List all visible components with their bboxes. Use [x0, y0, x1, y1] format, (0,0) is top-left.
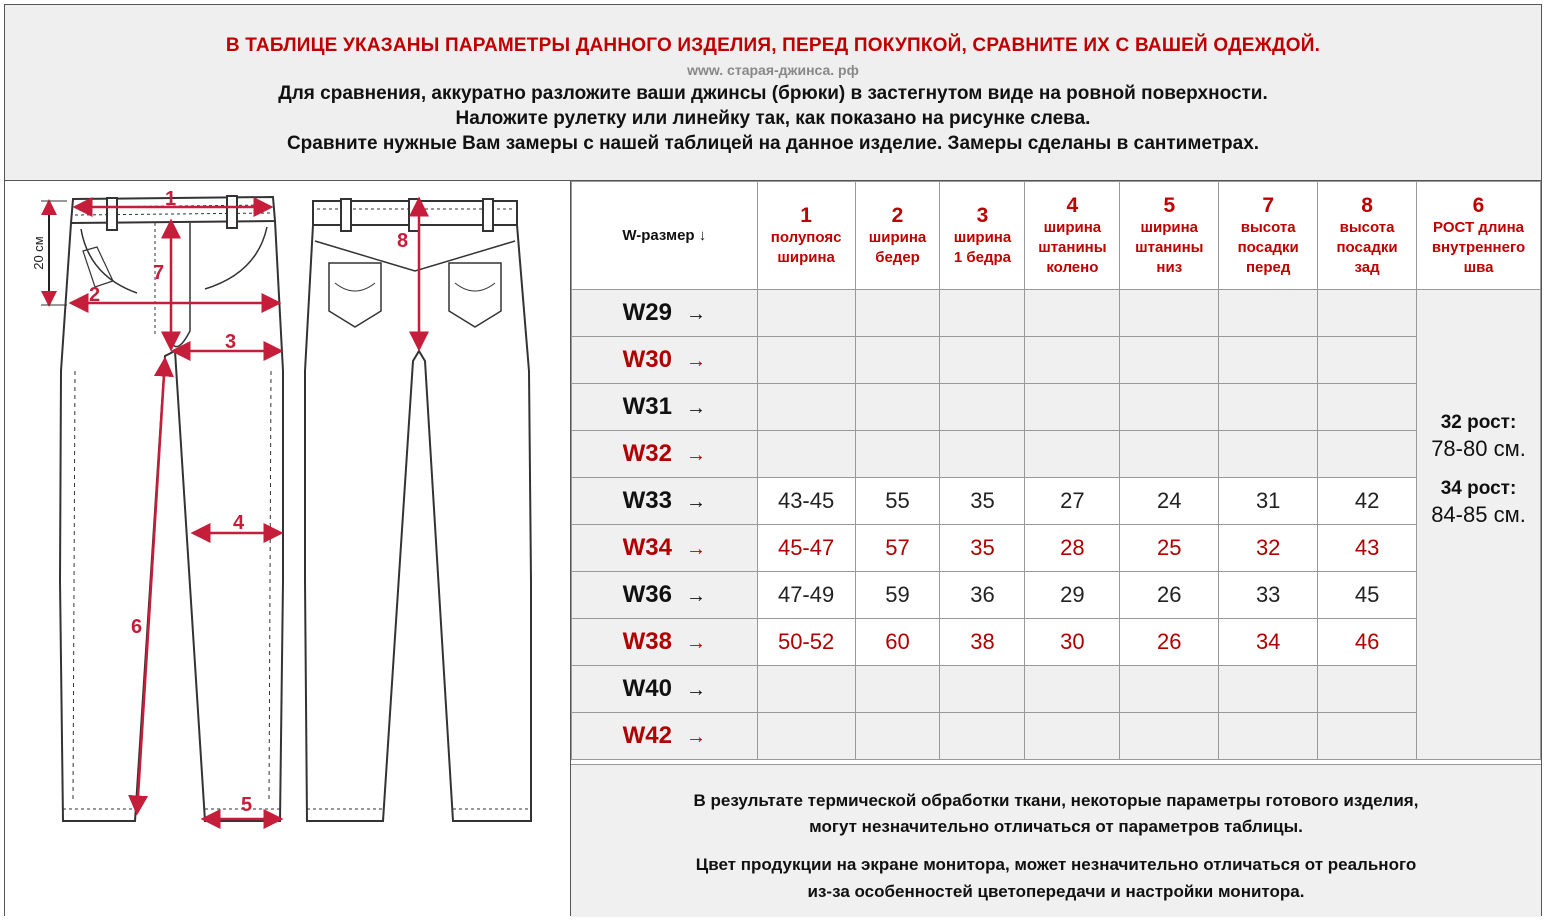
jeans-measurement-drawing	[5, 181, 570, 916]
marker-4: 4	[233, 512, 245, 534]
marker-5: 5	[241, 794, 253, 816]
disclaimer-line-3: Цвет продукции на экране монитора, может незначительно отличаться от реального	[695, 855, 1417, 874]
disclaimer-line-1: В результате термической обработки ткани, некоторые параметры готового изделия,	[693, 791, 1419, 810]
measurement-cell: 43-45	[757, 478, 855, 525]
measurement-cell: 28	[1025, 525, 1120, 572]
col-header	[855, 182, 940, 290]
rost-label: 34 рост:	[1440, 478, 1517, 499]
disclaimer-footer	[571, 764, 1541, 917]
size-label: W38	[622, 628, 672, 655]
col-num: 4	[1066, 193, 1079, 217]
col-label: бедер	[875, 248, 920, 266]
table-row	[572, 525, 1541, 572]
measurement-cell	[757, 431, 855, 478]
size-column-header	[572, 182, 758, 290]
measurement-cell: 60	[855, 619, 940, 666]
measurement-cell	[855, 290, 940, 337]
size-label: W34	[622, 534, 672, 561]
measurement-cell	[940, 431, 1025, 478]
table-row	[572, 384, 1541, 431]
size-rows	[572, 290, 1541, 760]
measurement-cell	[855, 666, 940, 713]
measurement-cell: 42	[1318, 478, 1417, 525]
col-num: 6	[1472, 193, 1485, 217]
measurement-cell: 46	[1318, 619, 1417, 666]
measurement-cell: 50-52	[757, 619, 855, 666]
size-chart	[4, 4, 1542, 916]
measurement-cell	[1219, 384, 1318, 431]
size-cell	[572, 384, 758, 431]
right-arrow-icon: →	[686, 444, 706, 466]
right-arrow-icon: →	[686, 350, 706, 372]
size-cell	[572, 337, 758, 384]
col-label: ширина	[1043, 218, 1102, 236]
col-label: ширина	[953, 228, 1012, 246]
disclaimer-line-4: из-за особенностей цветопередачи и настройки монитора.	[807, 882, 1305, 901]
col-header	[757, 182, 855, 290]
measurement-cell: 31	[1219, 478, 1318, 525]
measurement-cell	[757, 713, 855, 760]
measurement-lines	[71, 199, 419, 819]
table-row	[572, 478, 1541, 525]
marker-2: 2	[89, 284, 101, 306]
rost-value: 78-80 см.	[1431, 436, 1526, 461]
size-label: W30	[622, 346, 672, 373]
col-label: высота	[1240, 218, 1296, 236]
col-label: посадки	[1336, 238, 1398, 256]
measurement-cell: 24	[1120, 478, 1219, 525]
size-label: W31	[622, 393, 672, 420]
measurement-cell: 43	[1318, 525, 1417, 572]
size-cell	[572, 525, 758, 572]
measurement-cell	[757, 384, 855, 431]
right-arrow-icon: →	[686, 538, 706, 560]
site-watermark: www. старая-джинса. рф	[687, 62, 859, 78]
measurement-cell	[1120, 666, 1219, 713]
marker-8: 8	[397, 230, 409, 252]
measurement-cell	[1219, 713, 1318, 760]
col-label: колено	[1046, 258, 1099, 276]
size-label: W29	[622, 299, 672, 326]
measurement-cell	[1120, 337, 1219, 384]
measurement-cell: 47-49	[757, 572, 855, 619]
marker-6: 6	[131, 616, 143, 638]
size-label: W33	[622, 487, 672, 514]
measurement-cell	[1120, 290, 1219, 337]
measurement-cell	[855, 431, 940, 478]
disclaimer-line-2: могут незначительно отличаться от параметров таблицы.	[809, 817, 1303, 836]
col-label: шва	[1463, 258, 1494, 276]
measurement-cell	[757, 337, 855, 384]
size-cell	[572, 478, 758, 525]
measurement-cell	[940, 666, 1025, 713]
col-header	[1120, 182, 1219, 290]
col-label: внутреннего	[1431, 238, 1526, 256]
measurement-cell	[757, 290, 855, 337]
col-label: посадки	[1237, 238, 1299, 256]
measurement-cell: 27	[1025, 478, 1120, 525]
measurement-cell	[855, 337, 940, 384]
col-label: РОСТ длина	[1433, 218, 1524, 236]
table-row	[572, 572, 1541, 619]
col-header	[940, 182, 1025, 290]
instruction-line-1: Для сравнения, аккуратно разложите ваши джинсы (брюки) в застегнутом виде на ровной поверхности.	[278, 83, 1268, 104]
measurement-cell	[1025, 431, 1120, 478]
measurement-cell: 38	[940, 619, 1025, 666]
col-label: ширина	[777, 248, 835, 266]
measurement-cell: 29	[1025, 572, 1120, 619]
table-row	[572, 713, 1541, 760]
size-label: W32	[622, 440, 672, 467]
size-header-label: W-размер ↓	[622, 226, 707, 244]
measurement-cell: 25	[1120, 525, 1219, 572]
col-label: штанины	[1038, 238, 1107, 256]
measurement-cell	[1318, 666, 1417, 713]
col-num: 3	[976, 203, 989, 227]
measurement-cell	[1318, 290, 1417, 337]
size-cell	[572, 431, 758, 478]
height-inseam-cell	[1417, 290, 1541, 760]
col-label: штанины	[1135, 238, 1204, 256]
measurement-cell: 45-47	[757, 525, 855, 572]
col-label: 1 бедра	[953, 248, 1012, 266]
measurement-cell	[1025, 290, 1120, 337]
marker-3: 3	[225, 331, 237, 353]
right-arrow-icon: →	[686, 632, 706, 654]
instruction-line-2: Наложите рулетку или линейку так, как показано на рисунке слева.	[455, 108, 1091, 129]
measurement-cell: 26	[1120, 572, 1219, 619]
table-row	[572, 337, 1541, 384]
size-cell	[572, 290, 758, 337]
measurement-cell: 57	[855, 525, 940, 572]
rost-label: 32 рост:	[1440, 412, 1517, 433]
header-title: В ТАБЛИЦЕ УКАЗАНЫ ПАРАМЕТРЫ ДАННОГО ИЗДЕЛИЯ, ПЕРЕД ПОКУПКОЙ, СРАВНИТЕ ИХ С ВАШЕЙ ОДЕЖДОЙ.	[225, 35, 1321, 56]
col-header	[1025, 182, 1120, 290]
table-row	[572, 619, 1541, 666]
measurement-cell	[1025, 666, 1120, 713]
col-label: ширина	[868, 228, 927, 246]
right-arrow-icon: →	[686, 397, 706, 419]
right-arrow-icon: →	[686, 726, 706, 748]
table-row	[572, 431, 1541, 478]
measurement-cell	[1318, 337, 1417, 384]
measurement-cell: 35	[940, 478, 1025, 525]
measurement-cell	[855, 713, 940, 760]
col-num: 8	[1361, 193, 1373, 217]
instructions-header	[5, 5, 1541, 181]
measurement-cell	[1025, 337, 1120, 384]
measurement-cell: 59	[855, 572, 940, 619]
measurement-cell	[855, 384, 940, 431]
measurement-cell: 55	[855, 478, 940, 525]
col-label: ширина	[1140, 218, 1199, 236]
measurement-cell	[1219, 337, 1318, 384]
col-label: полупояс	[770, 228, 842, 246]
size-cell	[572, 619, 758, 666]
col-label: зад	[1354, 258, 1380, 276]
measurement-cell: 32	[1219, 525, 1318, 572]
size-label: W36	[622, 581, 672, 608]
right-arrow-icon: →	[686, 303, 706, 325]
size-cell	[572, 572, 758, 619]
right-arrow-icon: →	[686, 679, 706, 701]
measurement-cell	[1120, 713, 1219, 760]
measurement-cell: 45	[1318, 572, 1417, 619]
col-num: 5	[1163, 193, 1176, 217]
col-label: высота	[1339, 218, 1395, 236]
col-header	[1219, 182, 1318, 290]
measurement-cell	[1025, 384, 1120, 431]
measurement-cell: 35	[940, 525, 1025, 572]
measurement-cell: 26	[1120, 619, 1219, 666]
instruction-line-3: Сравните нужные Вам замеры с нашей таблицей на данное изделие. Замеры сделаны в сантиметрах.	[286, 133, 1260, 154]
measurement-cell: 34	[1219, 619, 1318, 666]
measurement-cell	[1219, 290, 1318, 337]
col-label: низ	[1156, 258, 1183, 276]
measurement-cell: 36	[940, 572, 1025, 619]
measurement-cell	[1120, 384, 1219, 431]
jeans-diagram	[5, 181, 570, 916]
marker-1: 1	[165, 188, 177, 210]
measurement-cell	[940, 337, 1025, 384]
table-row	[572, 666, 1541, 713]
measurement-cell	[757, 666, 855, 713]
size-label: W42	[622, 722, 672, 749]
right-arrow-icon: →	[686, 585, 706, 607]
measurement-cell	[1318, 713, 1417, 760]
scale-label: 20 см	[31, 236, 46, 270]
col-num: 7	[1262, 193, 1275, 217]
col-num: 1	[800, 203, 812, 227]
right-arrow-icon: →	[686, 491, 706, 513]
measurement-cell	[940, 713, 1025, 760]
table-header-row	[572, 182, 1541, 290]
col-label: перед	[1245, 258, 1291, 276]
measurement-cell: 30	[1025, 619, 1120, 666]
measurement-cell: 33	[1219, 572, 1318, 619]
size-table	[571, 181, 1541, 760]
measurement-cell	[1318, 431, 1417, 478]
measurement-cell	[1318, 384, 1417, 431]
table-row	[572, 290, 1541, 337]
col-header	[1318, 182, 1417, 290]
measurement-cell	[1219, 431, 1318, 478]
measurement-cell	[1025, 713, 1120, 760]
measurement-cell	[1120, 431, 1219, 478]
col-num: 2	[891, 203, 904, 227]
marker-7: 7	[153, 262, 165, 284]
measurement-cell	[1219, 666, 1318, 713]
col-header	[1417, 182, 1541, 290]
rost-value: 84-85 см.	[1431, 502, 1526, 527]
measurement-cell	[940, 290, 1025, 337]
size-label: W40	[622, 675, 672, 702]
size-cell	[572, 666, 758, 713]
size-cell	[572, 713, 758, 760]
measurement-cell	[940, 384, 1025, 431]
